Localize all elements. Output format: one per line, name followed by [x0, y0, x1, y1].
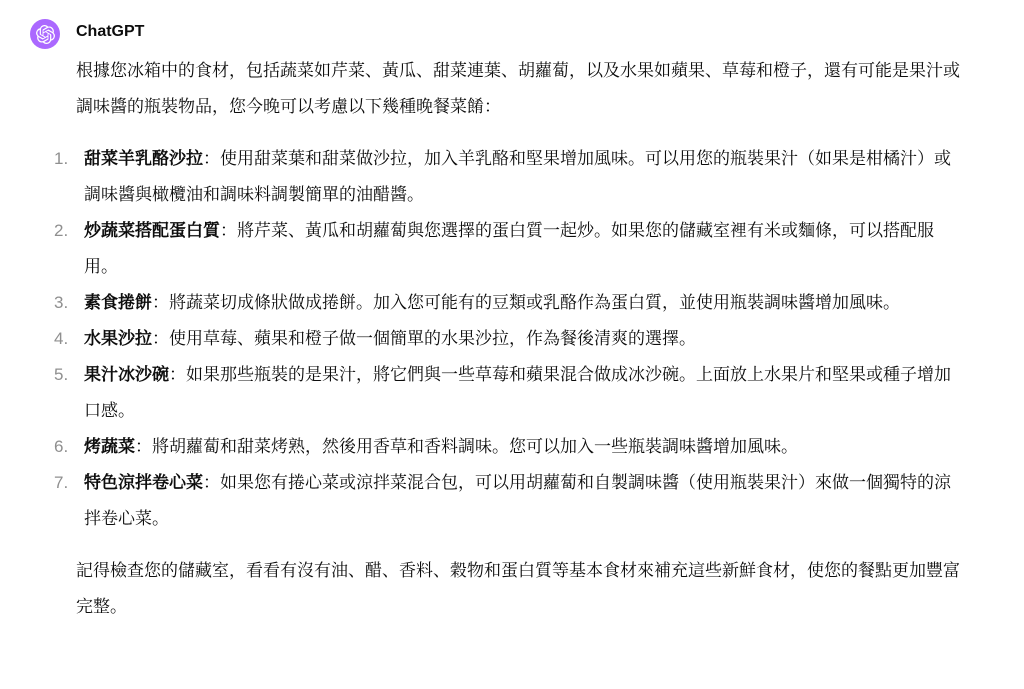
list-number: 4.	[54, 329, 69, 348]
list-item	[54, 321, 960, 357]
list-number: 1.	[54, 149, 69, 168]
list-number: 6.	[54, 437, 69, 456]
suggestion-description: 使用草莓、蘋果和橙子做一個簡單的水果沙拉，作為餐後清爽的選擇。	[169, 329, 696, 348]
title-colon: ：	[220, 221, 237, 240]
suggestion-description: 將蔬菜切成條狀做成捲餅。加入您可能有的豆類或乳酪作為蛋白質，並使用瓶裝調味醬增加風味。	[169, 293, 900, 312]
suggestion-title: 特色涼拌卷心菜	[84, 473, 203, 492]
suggestion-text	[84, 213, 960, 285]
suggestion-title: 甜菜羊乳酪沙拉	[84, 149, 203, 168]
suggestion-list	[54, 141, 960, 537]
list-number: 3.	[54, 293, 69, 312]
list-item	[54, 465, 960, 537]
outro-paragraph: 記得檢查您的儲藏室，看看有沒有油、醋、香料、穀物和蛋白質等基本食材來補充這些新鮮食材，使您的餐點更加豐富完整。	[76, 561, 960, 616]
list-item	[54, 357, 960, 429]
suggestion-description: 如果那些瓶裝的是果汁，將它們與一些草莓和蘋果混合做成冰沙碗。上面放上水果片和堅果或種子增加口感。	[84, 365, 951, 420]
title-colon: ：	[152, 293, 169, 312]
suggestion-description: 使用甜菜葉和甜菜做沙拉，加入羊乳酪和堅果增加風味。可以用您的瓶裝果汁（如果是柑橘汁）或調味醬與橄欖油和調味料調製簡單的油醋醬。	[84, 149, 951, 204]
suggestion-description: 將芹菜、黃瓜和胡蘿蔔與您選擇的蛋白質一起炒。如果您的儲藏室裡有米或麵條，可以搭配服用。	[84, 221, 934, 276]
suggestion-title: 果汁冰沙碗	[84, 365, 169, 384]
suggestion-title: 素食捲餅	[84, 293, 152, 312]
message-content	[54, 16, 960, 625]
openai-logo-icon	[36, 25, 55, 44]
suggestion-text	[84, 285, 960, 321]
title-colon: ：	[203, 473, 220, 492]
intro-paragraph: 根據您冰箱中的食材，包括蔬菜如芹菜、黃瓜、甜菜連葉、胡蘿蔔，以及水果如蘋果、草莓和橙子，還有可能是果汁或調味醬的瓶裝物品，您今晚可以考慮以下幾種晚餐菜餚：	[76, 61, 960, 116]
suggestion-text	[84, 465, 960, 537]
suggestion-description: 如果您有捲心菜或涼拌菜混合包，可以用胡蘿蔔和自製調味醬（使用瓶裝果汁）來做一個獨特的涼拌卷心菜。	[84, 473, 951, 528]
list-item	[54, 141, 960, 213]
suggestion-text	[84, 321, 960, 357]
suggestion-text	[84, 429, 960, 465]
title-colon: ：	[203, 149, 220, 168]
suggestion-title: 烤蔬菜	[84, 437, 135, 456]
assistant-message	[30, 16, 994, 625]
list-item	[54, 213, 960, 285]
list-number: 7.	[54, 473, 69, 492]
sender-name: ChatGPT	[76, 23, 145, 40]
suggestion-description: 將胡蘿蔔和甜菜烤熟，然後用香草和香料調味。您可以加入一些瓶裝調味醬增加風味。	[152, 437, 798, 456]
suggestion-title: 炒蔬菜搭配蛋白質	[84, 221, 220, 240]
list-item	[54, 285, 960, 321]
list-number: 5.	[54, 365, 69, 384]
title-colon: ：	[135, 437, 152, 456]
list-item	[54, 429, 960, 465]
suggestion-title: 水果沙拉	[84, 329, 152, 348]
suggestion-text	[84, 141, 960, 213]
list-number: 2.	[54, 221, 69, 240]
title-colon: ：	[152, 329, 169, 348]
title-colon: ：	[169, 365, 186, 384]
chatgpt-avatar	[30, 19, 60, 49]
suggestion-text	[84, 357, 960, 429]
